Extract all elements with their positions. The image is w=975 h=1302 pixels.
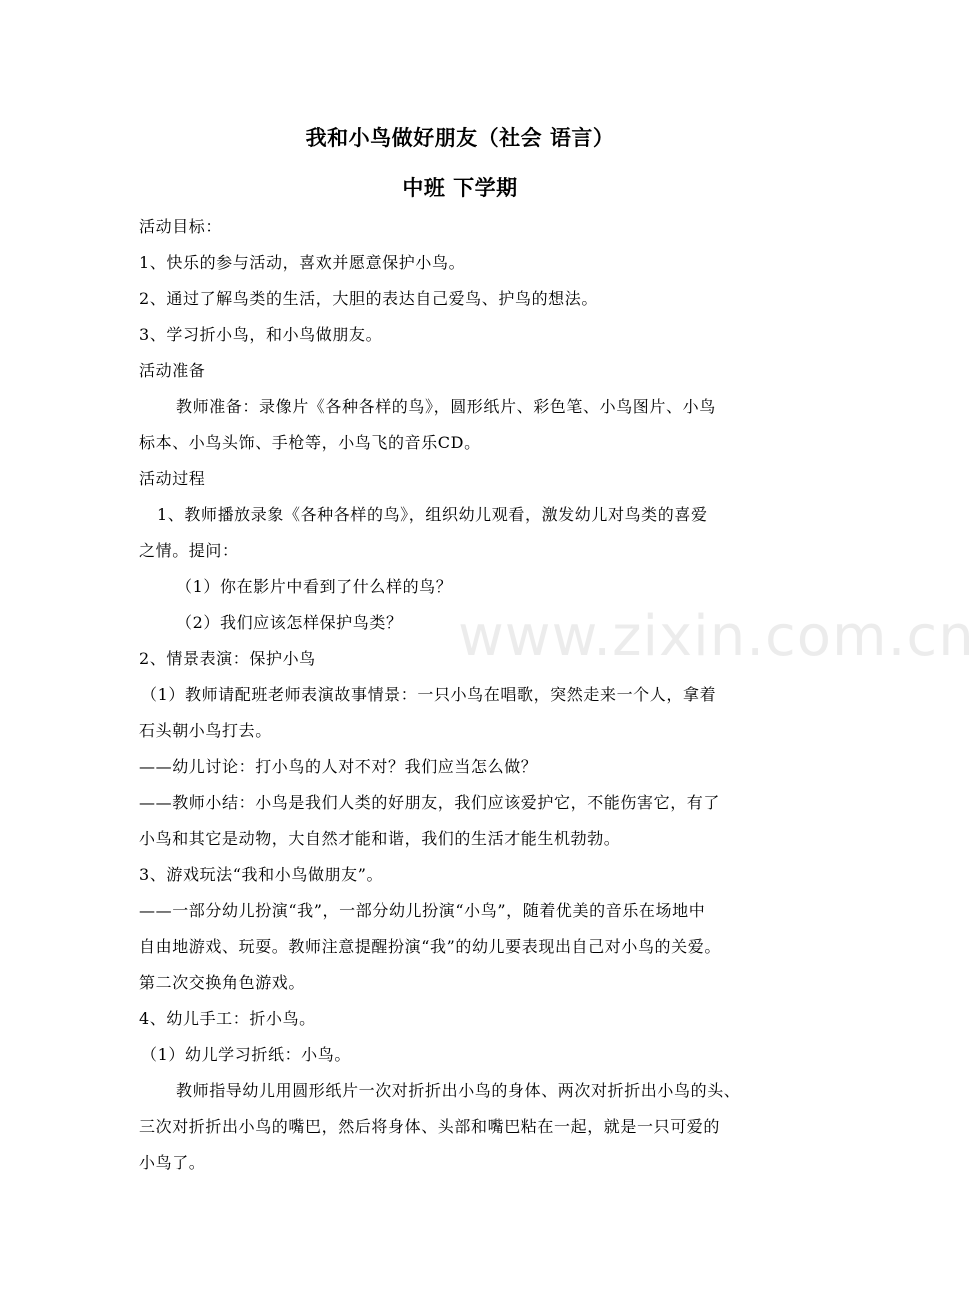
paragraph-line: 三次对折折出小鸟的嘴巴，然后将身体、头部和嘴巴粘在一起，就是一只可爱的 <box>139 1117 721 1136</box>
document-subtitle: 中班 下学期 <box>402 176 518 200</box>
paragraph-line: 石头朝小鸟打去。 <box>139 721 272 740</box>
objective-item: 2、通过了解鸟类的生活，大胆的表达自己爱鸟、护鸟的想法。 <box>139 289 598 308</box>
paragraph-line: 自由地游戏、玩耍。教师注意提醒扮演“我”的幼儿要表现出自己对小鸟的关爱。 <box>139 937 721 956</box>
paragraph-line: （1）教师请配班老师表演故事情景：一只小鸟在唱歌，突然走来一个人，拿着 <box>141 685 717 704</box>
paragraph-line: 3、游戏玩法“我和小鸟做朋友”。 <box>139 865 384 884</box>
section-heading-preparation: 活动准备 <box>139 361 206 380</box>
objective-item: 3、学习折小鸟，和小鸟做朋友。 <box>139 325 383 344</box>
paragraph-line: 2、情景表演：保护小鸟 <box>139 649 316 668</box>
paragraph-line: 教师准备：录像片《各种各样的鸟》，圆形纸片、彩色笔、小鸟图片、小鸟 <box>176 397 716 416</box>
document-title: 我和小鸟做好朋友（社会 语言） <box>305 126 615 150</box>
objective-item: 1、快乐的参与活动，喜欢并愿意保护小鸟。 <box>139 253 466 272</box>
paragraph-line: 标本、小鸟头饰、手枪等，小鸟飞的音乐CD。 <box>139 433 481 452</box>
paragraph-line: ——幼儿讨论：打小鸟的人对不对？我们应当怎么做？ <box>139 757 538 776</box>
question-item: （2）我们应该怎样保护鸟类？ <box>176 613 403 632</box>
watermark: www.zixin.com.cn <box>458 604 975 669</box>
paragraph-line: 1、教师播放录象《各种各样的鸟》，组织幼儿观看，激发幼儿对鸟类的喜爱 <box>157 505 708 524</box>
section-heading-process: 活动过程 <box>139 469 206 488</box>
paragraph-line: ——教师小结：小鸟是我们人类的好朋友，我们应该爱护它，不能伤害它，有了 <box>139 793 721 812</box>
paragraph-line: （1）幼儿学习折纸：小鸟。 <box>141 1045 351 1064</box>
paragraph-line: 之情。提问： <box>139 541 239 560</box>
paragraph-line: 小鸟和其它是动物，大自然才能和谐，我们的生活才能生机勃勃。 <box>139 829 621 848</box>
paragraph-line: 教师指导幼儿用圆形纸片一次对折折出小鸟的身体、两次对折折出小鸟的头、 <box>176 1081 741 1100</box>
section-heading-objectives: 活动目标： <box>139 217 223 236</box>
question-item: （1）你在影片中看到了什么样的鸟？ <box>176 577 453 596</box>
paragraph-line: 第二次交换角色游戏。 <box>139 973 306 992</box>
paragraph-line: 小鸟了。 <box>139 1153 206 1172</box>
paragraph-line: 4、幼儿手工：折小鸟。 <box>139 1009 316 1028</box>
paragraph-line: ——一部分幼儿扮演“我”，一部分幼儿扮演“小鸟”，随着优美的音乐在场地中 <box>139 901 706 920</box>
